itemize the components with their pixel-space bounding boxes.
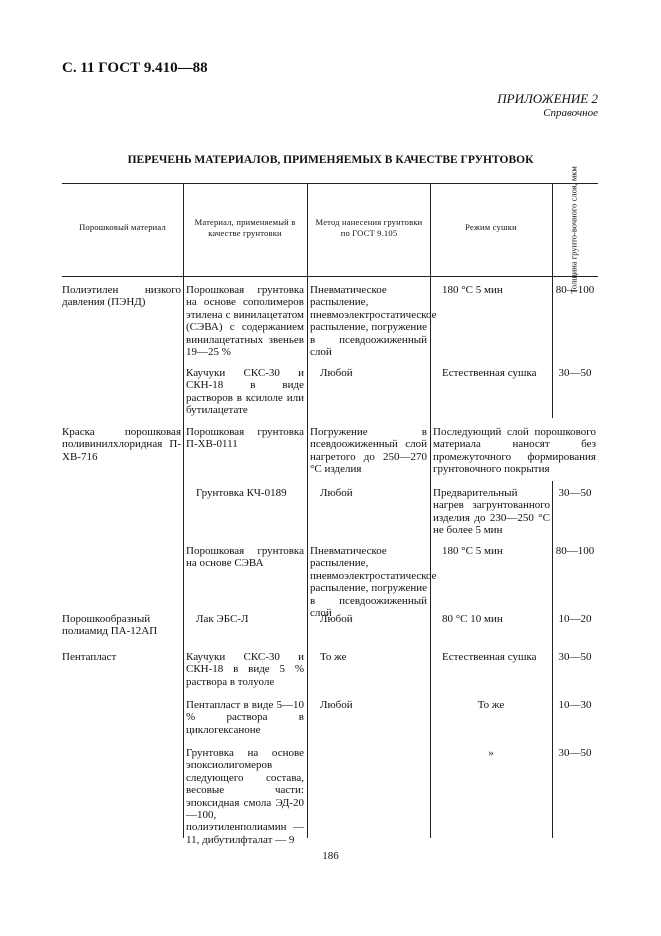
method-cell: То же — [320, 651, 347, 663]
method-cell: Погружение в псевдоожиженный слой нагретого до 250—270 °С изделия — [310, 426, 427, 476]
table-header-rule — [62, 276, 598, 277]
drying-cell: 180 °С 5 мин — [442, 284, 503, 296]
header-thickness: Толщина грунто-вочного слоя, мкм — [568, 166, 579, 294]
method-cell: Любой — [320, 487, 353, 499]
primer-cell: Каучуки СКС-30 и СКН-18 в виде растворов в ксилоле или бутилацетате — [186, 367, 304, 417]
appendix-block — [497, 92, 598, 120]
header-drying: Режим сушки — [465, 222, 517, 232]
primer-cell: Грунтовка на основе эпоксиолигомеров следующего состава, весовые части: эпоксидная смола ЭД-20—100, полиэтиленполиамин — 11, дибутилфталат — 9 — [186, 747, 304, 846]
thickness-cell: 10—30 — [558, 699, 592, 711]
material-cell: Пентапласт — [62, 651, 117, 663]
appendix-label: ПРИЛОЖЕНИЕ 2 — [497, 91, 598, 106]
appendix-note: Справочное — [543, 107, 598, 119]
column-divider — [183, 183, 184, 838]
thickness-cell: 30—50 — [558, 747, 592, 759]
method-cell: Пневматическое распыление, пневмоэлектростатическое распыление, погружение в псевдоожиженный слой — [310, 284, 437, 359]
primer-cell: Каучуки СКС-30 и СКН-18 в виде 5 % раствора в толуоле — [186, 651, 304, 688]
document-title: ПЕРЕЧЕНЬ МАТЕРИАЛОВ, ПРИМЕНЯЕМЫХ В КАЧЕСТВЕ ГРУНТОВОК — [127, 154, 534, 166]
thickness-cell: 10—20 — [558, 613, 592, 625]
thickness-cell: 80—100 — [555, 545, 595, 557]
page-number: 186 — [322, 850, 339, 862]
column-divider — [307, 183, 308, 838]
primer-cell: Лак ЭБС-Л — [196, 613, 249, 625]
column-divider — [430, 183, 431, 838]
drying-cell: Предварительный нагрев загрунтованного изделия до 230—250 °С не более 5 мин — [433, 487, 550, 537]
table-top-rule — [62, 183, 598, 184]
drying-cell: » — [488, 747, 494, 759]
drying-cell: Естественная сушка — [442, 651, 537, 663]
primer-cell: Порошковая грунтовка на основе сополимеров этилена с винилацетатом (СЭВА) с содержанием винилацетатных звеньев 19—25 % — [186, 284, 304, 359]
header-primer: Материал, применяемый в качестве грунтовки — [194, 217, 296, 238]
primer-cell: Грунтовка КЧ-0189 — [196, 487, 287, 499]
method-cell: Любой — [320, 613, 353, 625]
thickness-cell: 30—50 — [558, 651, 592, 663]
header-material: Порошковый материал — [79, 222, 166, 232]
page-header: С. 11 ГОСТ 9.410—88 — [62, 60, 208, 76]
drying-cell: Последующий слой порошкового материала наносят без промежуточного формирования грунтовочного покрытия — [433, 426, 596, 476]
material-cell: Полиэтилен низкого давления (ПЭНД) — [62, 284, 181, 309]
method-cell: Любой — [320, 699, 353, 711]
drying-cell: Естественная сушка — [442, 367, 537, 379]
thickness-cell: 80—100 — [555, 284, 595, 296]
method-cell: Пневматическое распыление, пневмоэлектростатическое распыление, погружение в псевдоожиженный слой — [310, 545, 437, 620]
materials-table — [62, 166, 598, 846]
primer-cell: Порошковая грунтовка на основе СЭВА — [186, 545, 304, 570]
thickness-cell: 30—50 — [558, 367, 592, 379]
thickness-cell: 30—50 — [558, 487, 592, 499]
drying-cell: 180 °С 5 мин — [442, 545, 503, 557]
drying-cell: 80 °С 10 мин — [442, 613, 503, 625]
method-cell: Любой — [320, 367, 353, 379]
header-method: Метод нанесения грунтовки по ГОСТ 9.105 — [315, 217, 423, 238]
primer-cell: Порошковая грунтовка П-ХВ-0111 — [186, 426, 304, 451]
primer-cell: Пентапласт в виде 5—10 % раствора в циклогексаноне — [186, 699, 304, 736]
material-cell: Краска порошковая поливинилхлоридная П-ХВ-716 — [62, 426, 181, 463]
material-cell: Порошкообразный полиамид ПА-12АП — [62, 613, 158, 638]
drying-cell: То же — [477, 699, 505, 711]
